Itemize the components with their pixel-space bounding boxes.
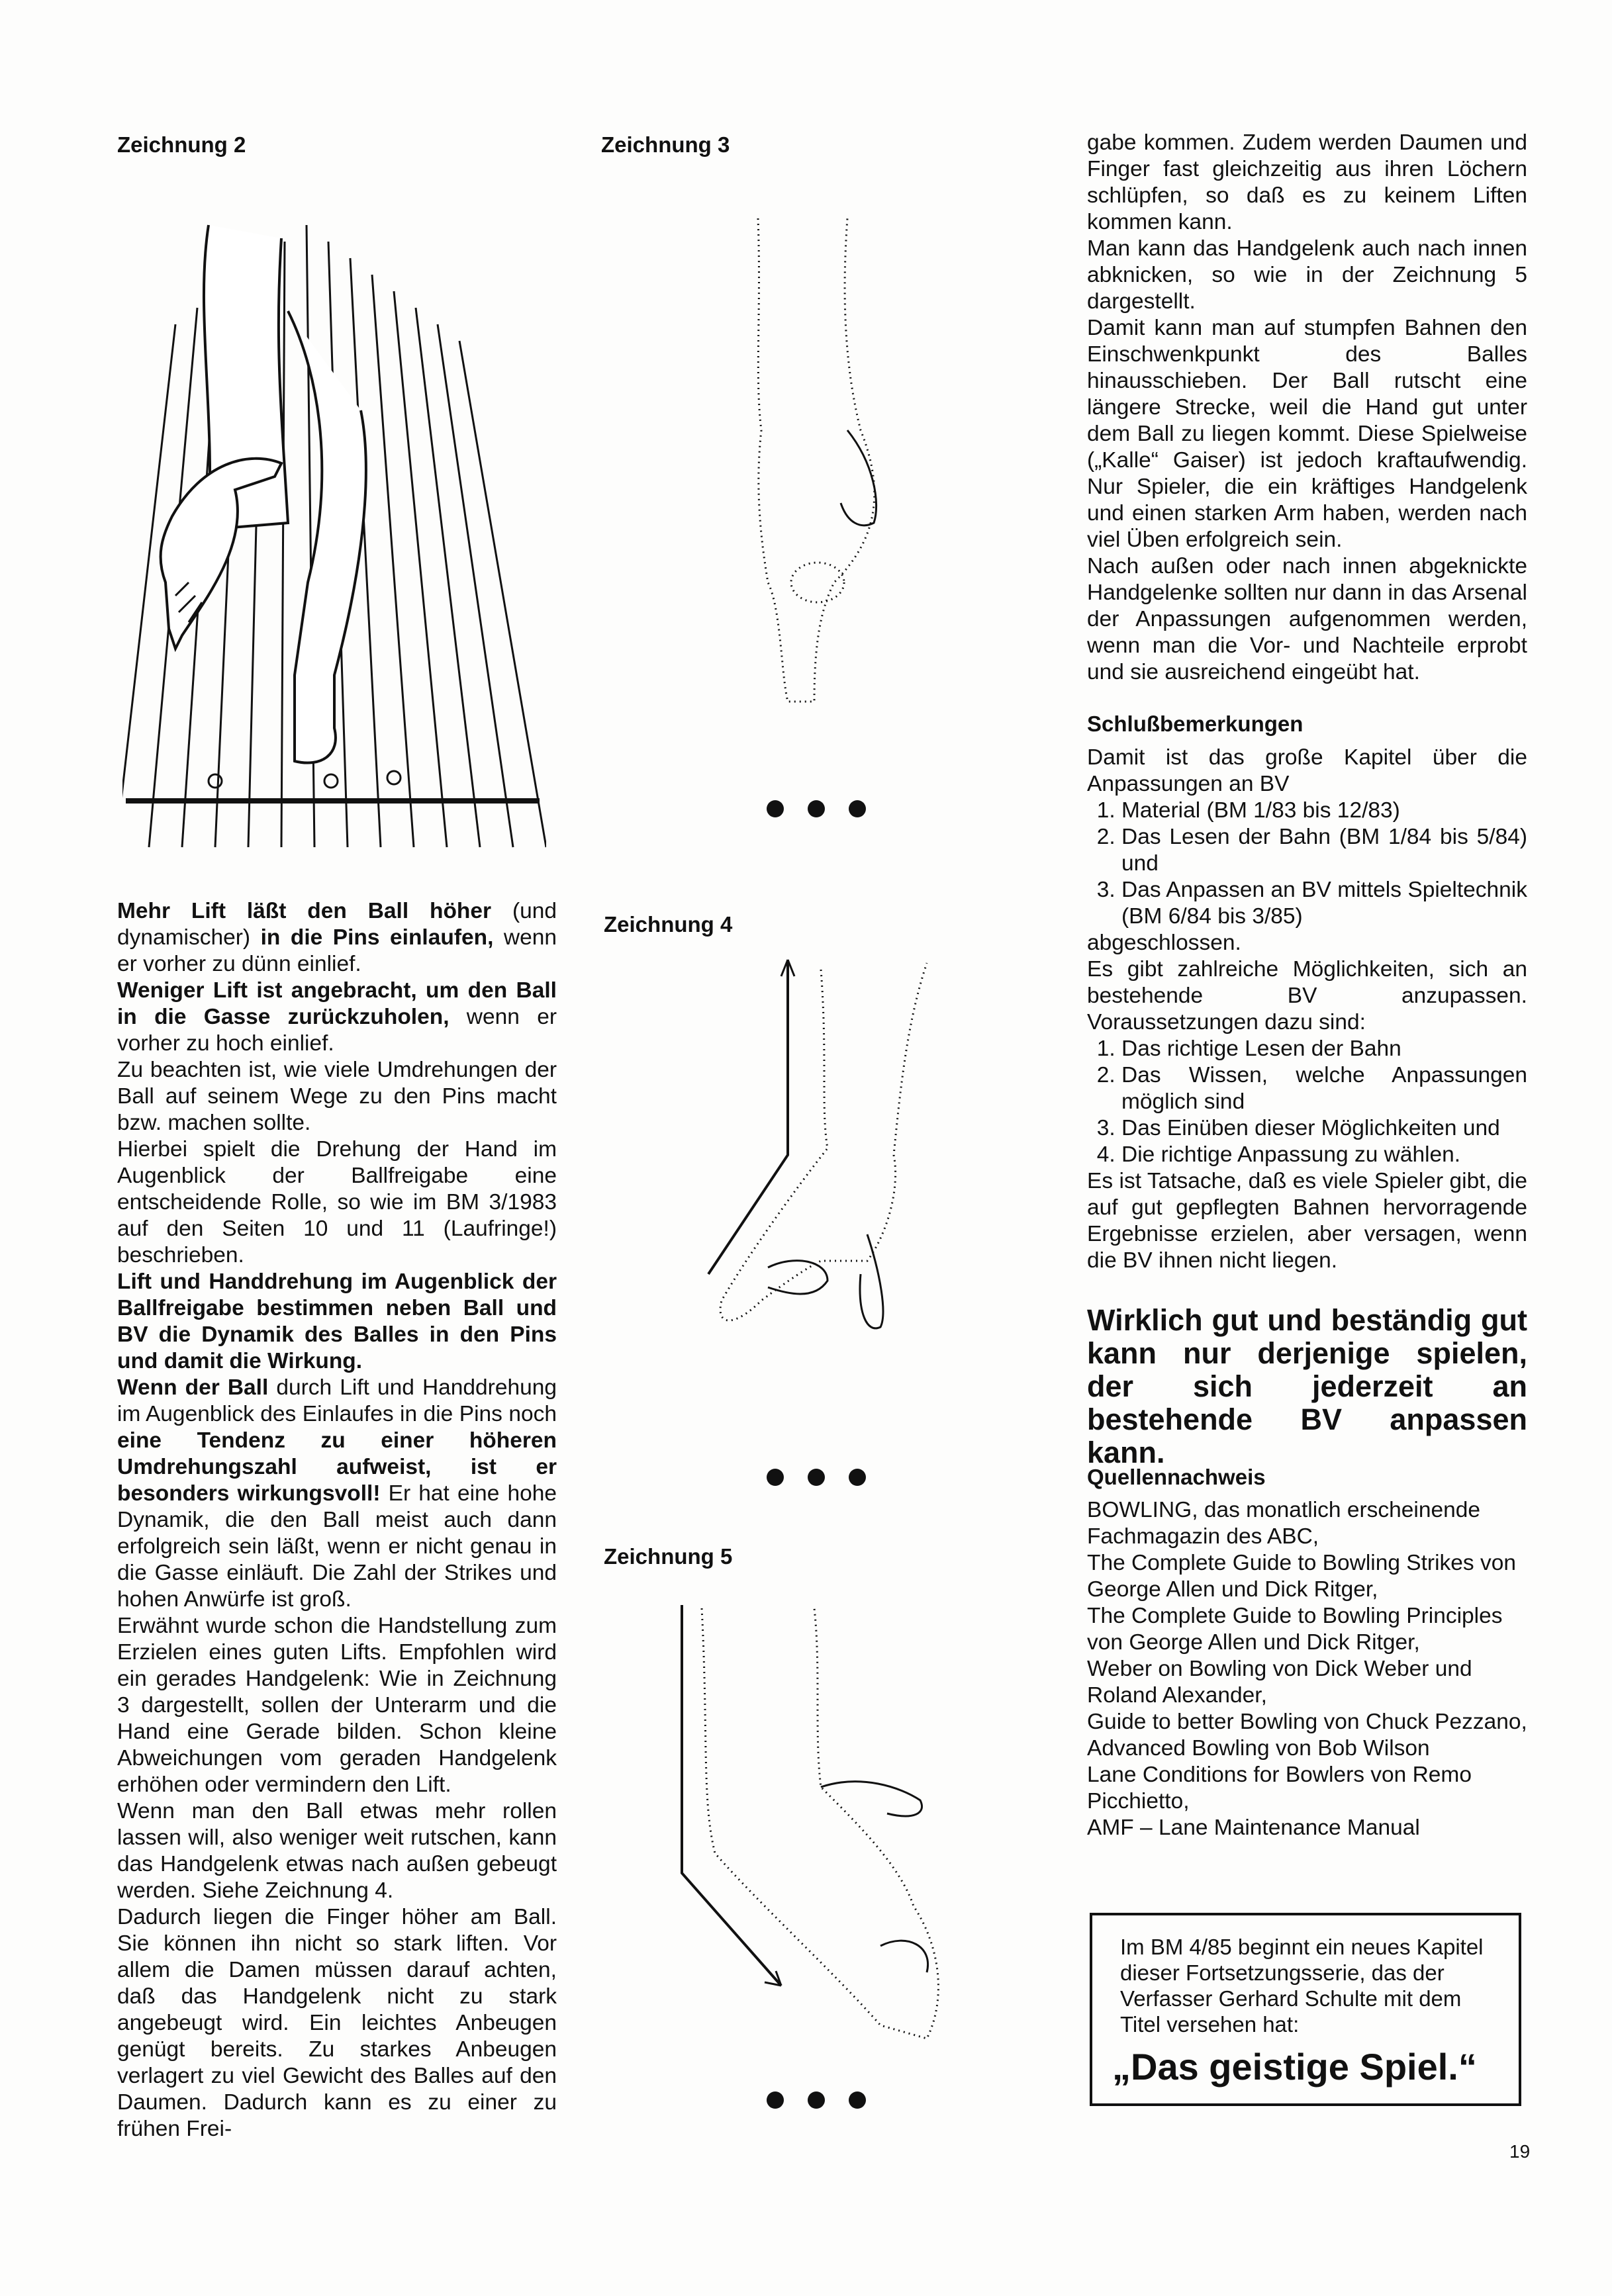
chapter-item: 1. Material (BM 1/83 bis 12/83): [1121, 798, 1527, 824]
paragraph: [1087, 236, 1527, 315]
figure-label-2: Zeichnung 2: [117, 132, 246, 157]
bold-text: eine Tendenz zu einer höheren Umdrehungszahl aufweist, ist er besonders wirkungsvoll!: [117, 1428, 557, 1506]
paragraph: [1087, 315, 1527, 553]
bold-text: Lift und Handdrehung im Augenblick der Ballfreigabe bestimmen neben Ball und BV die Dynamik des Balles in den Pins und damit die Wirkung.: [117, 1269, 557, 1373]
separator-dots: [767, 1469, 866, 1486]
text-run: wenn er vorher zu dünn einlief.: [117, 925, 557, 976]
text-run: Man kann das Handgelenk auch nach innen abknicken, so wie in der Zeichnung 5 dargestellt.: [1087, 236, 1527, 314]
lane-board-line: [281, 242, 285, 847]
source-item: Weber on Bowling von Dick Weber und Roland Alexander,: [1087, 1657, 1472, 1708]
key-statement: Wirklich gut und beständig gut kann nur derjenige spielen, der sich jederzeit an bestehende BV anpassen kann.: [1087, 1303, 1527, 1469]
paragraph: [117, 1375, 557, 1613]
notice-title: „Das geistige Spiel.“: [1112, 2046, 1477, 2088]
requirement-item: 3. Das Einüben dieser Möglichkeiten und: [1121, 1115, 1527, 1142]
paragraph: [117, 1136, 557, 1269]
text-run: Erwähnt wurde schon die Handstellung zum Erzielen eines guten Lifts. Empfohlen wird ein gerades Handgelenk: Wie in Zeichnung 3 dargestellt, sollen der Unterarm und die Hand eine Gerade bilden. Schon kleine Abweichungen vom geraden Handgelenk erhöhen oder vermindern den Lift.: [117, 1614, 557, 1797]
drawing-hand-wrist-bent-out: [669, 956, 947, 1360]
lane-board-line: [372, 275, 414, 847]
source-item: AMF – Lane Maintenance Manual: [1087, 1815, 1420, 1840]
figure-label-4: Zeichnung 4: [604, 912, 733, 937]
bold-text: in die Pins einlaufen,: [260, 925, 494, 950]
text-run: Er hat eine hohe Dynamik, die den Ball meist auch dann erfolgreich sein läßt, wenn er nicht genau in die Gasse einläuft. Die Zahl der Strikes und hohen Anwürfe ist groß.: [117, 1481, 557, 1612]
source-item: Advanced Bowling von Bob Wilson: [1087, 1736, 1430, 1761]
text-run: (und dynamischer): [117, 899, 557, 950]
drawing-bowler-lane: [122, 212, 546, 854]
text-run: Hierbei spielt die Drehung der Hand im Augenblick der Ballfreigabe eine entscheidende Rolle, so wie im BM 3/1983 auf den Seiten 10 und 11 (Laufringe!) beschrieben.: [117, 1137, 557, 1267]
left-column-text: [117, 898, 557, 2142]
chapter-item: 2. Das Lesen der Bahn (BM 1/84 bis 5/84) und: [1121, 824, 1527, 877]
paragraph: [117, 898, 557, 978]
figure-label-3: Zeichnung 3: [601, 132, 730, 157]
requirements-intro: Es gibt zahlreiche Möglichkeiten, sich an bestehende BV anzupassen. Voraussetzungen dazu sind:: [1087, 957, 1527, 1034]
chapter-item: 3. Das Anpassen an BV mittels Spieltechnik (BM 6/84 bis 3/85): [1121, 877, 1527, 930]
paragraph: [117, 1904, 557, 2142]
text-run: gabe kommen. Zudem werden Daumen und Finger fast gleichzeitig aus ihren Löchern schlüpfen, so daß es zu keinem Liften kommen kann.: [1087, 130, 1527, 234]
paragraph: [117, 1613, 557, 1798]
separator-dots: [767, 800, 866, 817]
source-item: The Complete Guide to Bowling Principles von George Allen und Dick Ritger,: [1087, 1604, 1503, 1655]
paragraph: [117, 1057, 557, 1136]
requirement-item: 4. Die richtige Anpassung zu wählen.: [1121, 1142, 1527, 1168]
notice-box: [1090, 1913, 1521, 2106]
text-run: Zu beachten ist, wie viele Umdrehungen der Ball auf seinem Wege zu den Pins macht bzw. machen sollte.: [117, 1058, 557, 1135]
paragraph: [117, 1798, 557, 1904]
notice-text: Im BM 4/85 beginnt ein neues Kapitel dieser Fortsetzungsserie, das der Verfasser Gerhard Schulte mit dem Titel versehen hat:: [1120, 1935, 1484, 2037]
closing-section: [1087, 745, 1527, 1274]
figure-label-5: Zeichnung 5: [604, 1544, 733, 1569]
closing-heading: Schlußbemerkungen: [1087, 712, 1304, 736]
fact-paragraph: Es ist Tatsache, daß es viele Spieler gibt, die auf gut gepflegten Bahnen hervorragende Ergebnisse erzielen, aber versagen, wenn die BV ihnen nicht liegen.: [1087, 1169, 1527, 1273]
requirement-item: 2. Das Wissen, welche Anpassungen möglich sind: [1121, 1062, 1527, 1115]
sources-list: [1087, 1497, 1527, 1841]
drawing-hand-straight-wrist: [741, 212, 887, 708]
paragraph: [117, 978, 557, 1057]
source-item: BOWLING, das monatlich erscheinende Fachmagazin des ABC,: [1087, 1498, 1480, 1549]
right-column-text: [1087, 130, 1527, 686]
closing-done: abgeschlossen.: [1087, 931, 1241, 955]
text-run: wenn er vorher zu hoch einlief.: [117, 1005, 557, 1056]
lane-board-line: [394, 291, 447, 847]
bold-text: Wenn der Ball: [117, 1375, 269, 1400]
text-run: Dadurch liegen die Finger höher am Ball. Sie können ihn nicht so stark liften. Vor allem die Damen müssen darauf achten, daß das Handgelenk nicht zu stark angebeugt wird. Ein leichtes Anbeugen genügt bereits. Zu starkes Anbeugen verlagert zu viel Gewicht des Balles auf den Daumen. Dadurch kann es zu einer zu frühen Frei-: [117, 1905, 557, 2141]
drawing-hand-wrist-bent-in: [662, 1602, 967, 2052]
source-item: Guide to better Bowling von Chuck Pezzano,: [1087, 1710, 1527, 1734]
bold-text: Weniger Lift ist angebracht, um den Ball in die Gasse zurückzuholen,: [117, 978, 557, 1029]
requirements-list: [1087, 1036, 1527, 1168]
chapters-list: [1087, 798, 1527, 930]
bold-text: Mehr Lift läßt den Ball höher: [117, 899, 492, 923]
requirement-item: 1. Das richtige Lesen der Bahn: [1121, 1036, 1527, 1062]
text-run: Damit kann man auf stumpfen Bahnen den Einschwenkpunkt des Balles hinausschieben. Der Ball rutscht eine längere Strecke, weil die Hand gut unter dem Ball zu liegen kommt. Diese Spielweise („Kalle“ Gaiser) ist jedoch kraftaufwendig. Nur Spieler, die ein kräftiges Handgelenk und einen starken Arm haben, werden nach viel Üben erfolgreich sein.: [1087, 316, 1527, 552]
text-run: Nach außen oder nach innen abgeknickte Handgelenke sollten nur dann in das Arsenal der Anpassungen aufgenommen werden, wenn man die Vor- und Nachteile erprobt und sie ausreichend eingeübt hat.: [1087, 554, 1527, 684]
page-number: 19: [1509, 2141, 1531, 2162]
text-run: Wenn man den Ball etwas mehr rollen lassen will, also weniger weit rutschen, kann das Handgelenk etwas nach außen gebeugt werden. Siehe Zeichnung 4.: [117, 1799, 557, 1903]
closing-intro: Damit ist das große Kapitel über die Anpassungen an BV: [1087, 745, 1527, 796]
separator-dots: [767, 2091, 866, 2109]
text-run: durch Lift und Handdrehung im Augenblick des Einlaufes in die Pins noch: [117, 1375, 557, 1426]
paragraph: [1087, 553, 1527, 686]
sources-heading: Quellennachweis: [1087, 1465, 1266, 1489]
source-item: Lane Conditions for Bowlers von Remo Picchietto,: [1087, 1763, 1472, 1814]
paragraph: [1087, 130, 1527, 236]
source-item: The Complete Guide to Bowling Strikes von George Allen und Dick Ritger,: [1087, 1551, 1516, 1602]
paragraph: [117, 1269, 557, 1375]
